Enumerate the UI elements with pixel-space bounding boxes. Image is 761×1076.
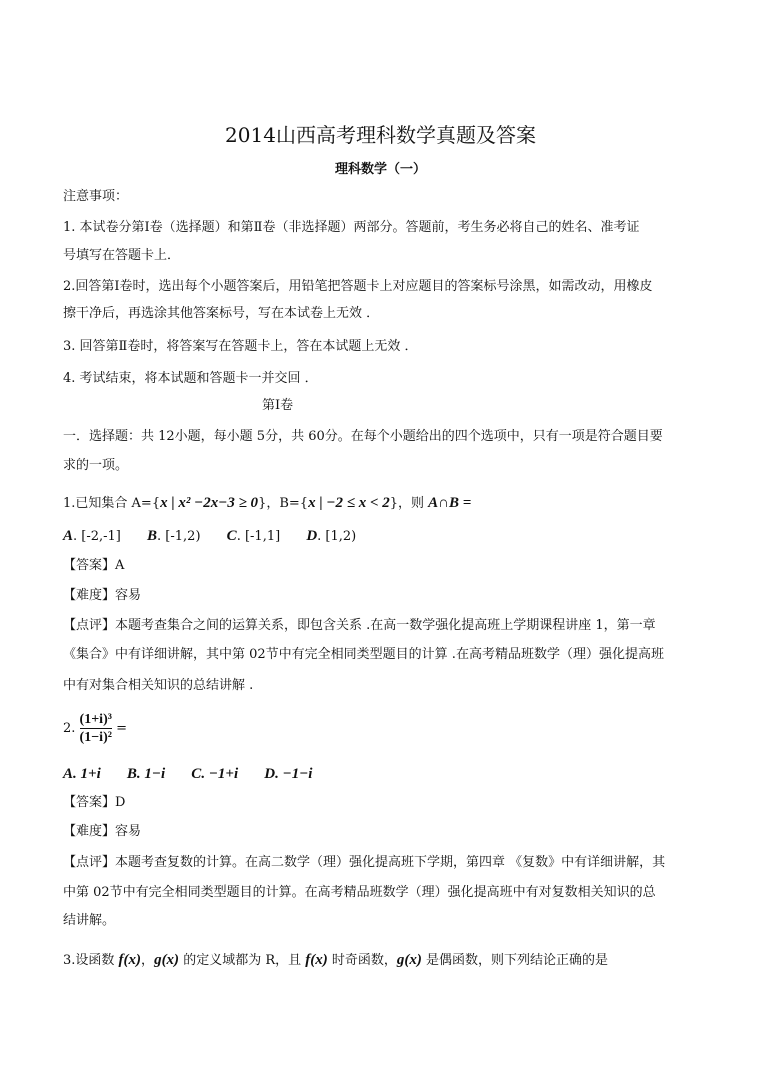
option-label: B (126, 766, 137, 782)
q1-options (63, 527, 356, 546)
section-line: 求的一项。 (63, 458, 129, 473)
q1-text: }，B={ (258, 496, 309, 511)
option-label: A (63, 766, 74, 782)
option-text: . [-2,-1] (73, 529, 121, 544)
option-label: D (306, 528, 318, 544)
section-line: 一．选择题：共 12小题，每小题 5分，共 60分。在每个小题给出的四个选项中，只有一项是符合题目要 (63, 429, 663, 444)
question-2 (63, 711, 127, 746)
notice-line: 擦干净后，再选涂其他答案标号，写在本试卷上无效 ． (63, 306, 380, 321)
q3-text: ， (141, 953, 155, 968)
q3-gx: g(x) (396, 952, 422, 968)
q2-options (63, 765, 312, 784)
question-1 (63, 494, 471, 513)
option-text: . [1,2) (317, 529, 357, 544)
page-subtitle: 理科数学（一） (334, 162, 426, 177)
option-text: . 1+i (73, 766, 101, 782)
q1-text: }，则 (389, 496, 429, 511)
option-text: . −1+i (201, 766, 239, 782)
q3-text: 时奇函数， (327, 953, 397, 968)
notice-line: 2.回答第Ⅰ卷时，选出每个小题答案后，用铅笔把答题卡上对应题目的答案标号涂黑，如需改动，用橡皮 (63, 279, 653, 294)
q2-answer: 【答案】D (63, 795, 126, 810)
q1-set-a: x | x² −2x−3 ≥ 0 (160, 495, 259, 511)
q1-comment: 中有对集合相关知识的总结讲解 . (63, 678, 254, 693)
q3-fx: f(x) (118, 952, 142, 968)
option-label: C (226, 528, 237, 544)
q3-gx: g(x) (154, 952, 180, 968)
notice-heading: 注意事项： (63, 189, 129, 204)
numerator: (1+i)³ (79, 712, 112, 727)
notice-line: 1. 本试卷分第Ⅰ卷（选择题）和第Ⅱ卷（非选择题）两部分。答题前，考生务必将自己的姓名、准考证 (63, 220, 640, 235)
q3-text: 的定义域都为 R，且 (179, 953, 306, 968)
question-3 (63, 951, 608, 970)
q1-answer: 【答案】A (63, 558, 125, 573)
q1-comment: 【点评】本题考查集合之间的运算关系，即包含关系 .在高一数学强化提高班上学期课程讲座 1，第一章 (63, 618, 656, 633)
option-text: . [-1,1] (236, 529, 281, 544)
q3-text: 3.设函数 (63, 953, 119, 968)
q1-set-b: x | −2 ≤ x < 2 (308, 495, 390, 511)
q2-comment: 【点评】本题考查复数的计算。在高二数学（理）强化提高班下学期，第四章 《复数》中有详细讲解，其 (63, 855, 666, 870)
equals: = (116, 721, 127, 736)
page-title: 2014山西高考理科数学真题及答案 (225, 123, 536, 147)
option-label: C (191, 766, 202, 782)
option-label: A (63, 528, 74, 544)
q1-difficulty: 【难度】容易 (63, 588, 142, 603)
q1-expr: A∩B = (428, 495, 472, 511)
option-text: . −1−i (275, 766, 313, 782)
q3-fx: f(x) (305, 952, 328, 968)
q2-fraction (80, 711, 112, 746)
option-text: . [-1,2) (157, 529, 201, 544)
denominator: (1−i)² (79, 730, 112, 745)
notice-line: 3. 回答第Ⅱ卷时，将答案写在答题卡上，答在本试题上无效 ． (63, 339, 418, 354)
notice-line: 号填写在答题卡上． (63, 248, 181, 263)
part-heading: 第Ⅰ卷 (262, 398, 294, 413)
q2-number: 2. (63, 721, 80, 736)
q2-comment: 结讲解。 (63, 913, 116, 928)
q1-comment: 《集合》中有详细讲解，其中第 02节中有完全相同类型题目的计算 .在高考精品班数学（理）强化提高班 (63, 647, 664, 662)
q1-text: 1.已知集合 A={ (63, 496, 161, 511)
q2-difficulty: 【难度】容易 (63, 824, 142, 839)
q2-comment: 中第 02节中有完全相同类型题目的计算。在高考精品班数学（理）强化提高班中有对复数相关知识的总 (63, 885, 656, 900)
q3-text: 是偶函数，则下列结论正确的是 (421, 953, 609, 968)
option-label: B (147, 528, 158, 544)
notice-line: 4. 考试结束，将本试题和答题卡一并交回 ． (63, 371, 318, 386)
option-text: . 1−i (136, 766, 166, 782)
option-label: D (264, 766, 276, 782)
